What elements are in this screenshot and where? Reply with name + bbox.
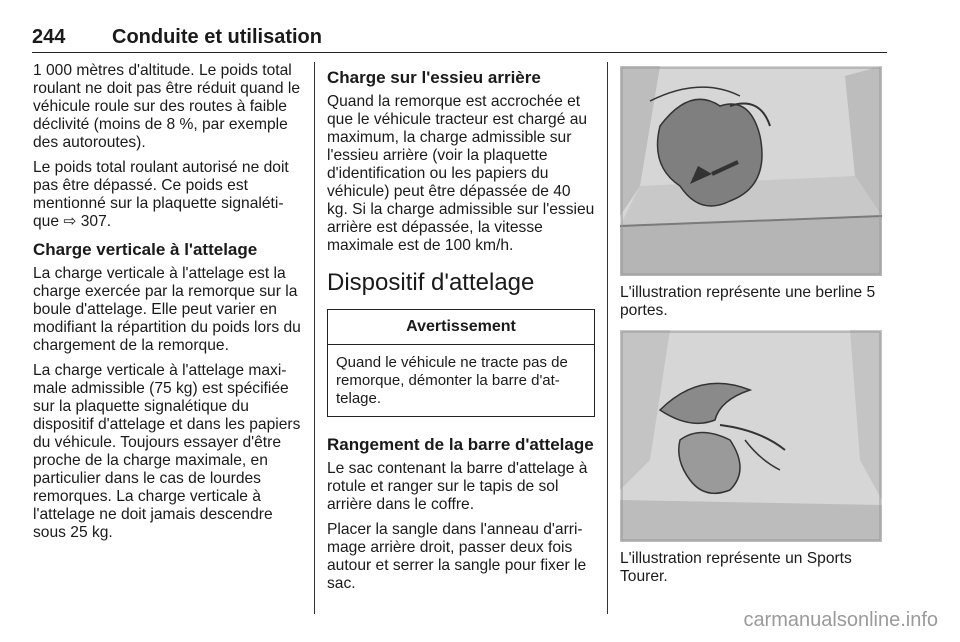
paragraph-total-weight: Le poids total roulant autorisé ne doit pas être dépassé. Ce poids est mentionné sur la plaquette signaléti-que ⇨ 307. [33, 159, 289, 230]
paragraph-altitude: 1 000 mètres d'altitude. Le poids total roulant ne doit pas être réduit quand le véhicule roule sur des routes à faible déclivité (moins de 8 %, par exemple des autoroutes). [33, 62, 301, 151]
paragraph-vertical-load: La charge verticale à l'attelage est la charge exercée par la remorque sur la boule d'attelage. Elle peut varier en modifiant la répartition du poids lors du chargement de la remorque. [33, 265, 301, 354]
warning-text: Quand le véhicule ne tracte pas de remorque, démonter la barre d'at-telage. [336, 354, 568, 407]
column-left [33, 62, 303, 549]
paragraph-strap: Placer la sangle dans l'anneau d'arri-mage arrière droit, passer deux fois autour et serrer la sangle pour fixer le sac. [327, 521, 587, 592]
chapter-title: Conduite et utilisation [112, 26, 322, 48]
column-divider [314, 62, 315, 614]
warning-title: Avertissement [328, 310, 594, 345]
page-header [32, 26, 887, 53]
heading-storage: Rangement de la barre d'attelage [327, 435, 594, 454]
caption-hatchback: L'illustration représente une berline 5 portes. [620, 284, 876, 319]
column-divider [607, 62, 608, 614]
trunk-illustration-sports-tourer [620, 330, 882, 542]
caption-sports-tourer: L'illustration représente un Sports Tourer. [620, 550, 852, 585]
warning-box [327, 309, 595, 417]
page-number: 244 [32, 26, 66, 48]
column-middle [327, 62, 595, 600]
trunk-illustration-hatchback [620, 66, 882, 276]
paragraph-max-vertical-load: La charge verticale à l'attelage maxi-male admissible (75 kg) est spécifiée sur la plaquette signalétique du dispositif d'attelage et dans les papiers du véhicule. Toujours essayer d'être proche de la charge maximale, en particulier dans le cas de lourdes remorques. La charge verticale à l'attelage ne doit jamais descendre sous 25 kg. [33, 362, 301, 541]
column-right [620, 62, 888, 586]
section-title: Dispositif d'attelage [327, 269, 535, 296]
watermark: carmanualsonline.info [743, 609, 938, 631]
paragraph-storage-bag: Le sac contenant la barre d'attelage à rotule et ranger sur le tapis de sol arrière dans le coffre. [327, 460, 588, 513]
heading-vertical-load: Charge verticale à l'attelage [33, 240, 258, 259]
paragraph-rear-axle-load: Quand la remorque est accrochée et que le véhicule tracteur est chargé au maximum, la charge admissible sur l'essieu arrière (voir la plaquette d'identification ou les papiers du véhicule) peut être dépassée de 40 kg. Si la charge admissible sur l'essieu arrière est dépassée, la vitesse maximale est de 100 km/h. [327, 93, 595, 254]
heading-rear-axle-load: Charge sur l'essieu arrière [327, 68, 541, 87]
